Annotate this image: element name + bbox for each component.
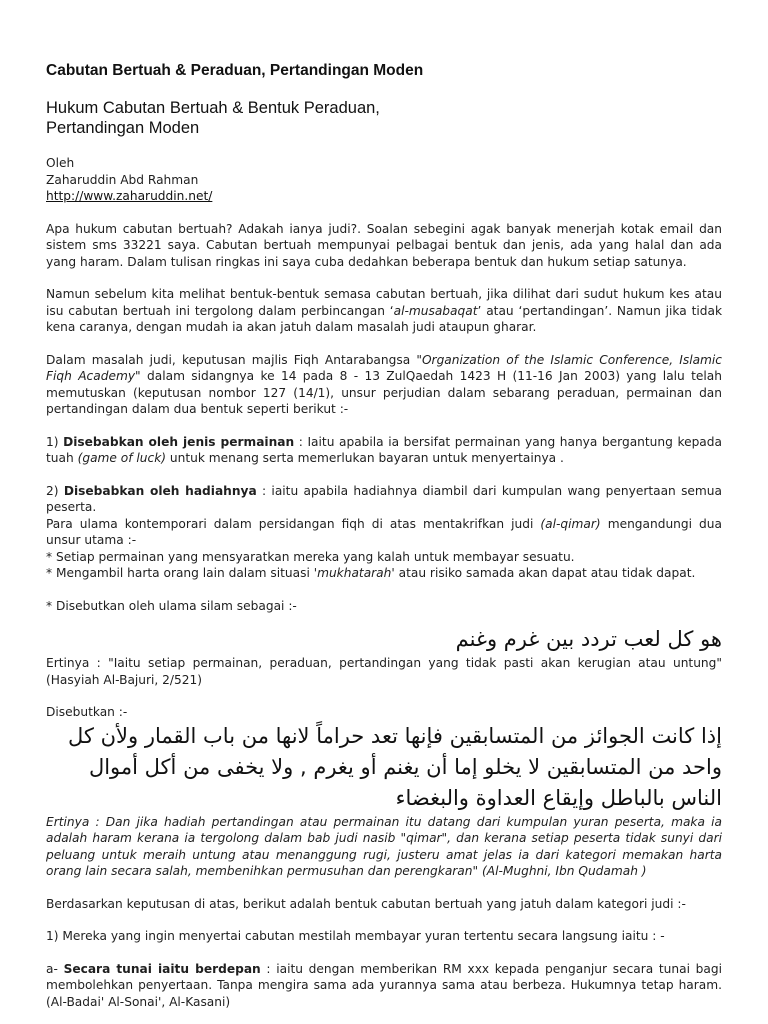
author-name: Zaharuddin Abd Rahman xyxy=(46,172,199,187)
disebutkan-label: Disebutkan :- xyxy=(46,705,128,719)
list-item-a-heading: Secara tunai iaitu berdepan xyxy=(63,961,261,976)
paragraph-berdasarkan: Berdasarkan keputusan di atas, berikut adalah bentuk cabutan bertuah yang jatuh dalam kategori judi :- xyxy=(46,896,686,911)
list-item-1-heading: Disebabkan oleh jenis permainan xyxy=(63,434,295,449)
document-title: Cabutan Bertuah & Peraduan, Pertandingan Moden xyxy=(46,62,424,79)
list-item-1: 1) Disebabkan oleh jenis permainan : Iaitu apabila ia bersifat permainan yang hanya bergantung kepada tuah (game of luck) untuk menang serta memerlukan bayaran untuk menyertainya . xyxy=(46,434,722,465)
ulama-intro: * Disebutkan oleh ulama silam sebagai :- xyxy=(46,598,297,613)
arabic-quote-1: هو كل لعب تردد بين غرم وغنم xyxy=(455,627,722,651)
paragraph-syarat-yuran: 1) Mereka yang ingin menyertai cabutan mestilah membayar yuran tertentu secara langsung iaitu : - xyxy=(46,929,665,943)
list-item-a: a- Secara tunai iaitu berdepan : iaitu dengan memberikan RM xxx kepada penganjur secara tunai bagi membolehkan penyertaan. Tanpa mengira sama ada yurannya sama atau berbeza. Hukumnya tetap haram. (Al-Badai' Al-Sonai', Al-Kasani) xyxy=(46,961,722,1009)
list-item-2: 2) Disebabkan oleh hadiahnya : iaitu apabila hadiahnya diambil dari kumpulan wang penyertaan semua peserta. xyxy=(46,483,722,514)
subtitle-line-1: Hukum Cabutan Bertuah & Bentuk Peraduan, xyxy=(46,99,380,117)
translation-1: Ertinya : "Iaitu setiap permainan, peraduan, pertandingan yang tidak pasti akan kerugian atau untung" (Hasyiah Al-Bajuri, 2/521) xyxy=(46,656,722,687)
bullet-item-2: * Mengambil harta orang lain dalam situasi 'mukhatarah' atau risiko samada akan dapat atau tidak dapat. xyxy=(46,566,696,580)
paragraph-intro: Apa hukum cabutan bertuah? Adakah ianya judi?. Soalan sebegini agak banyak menerjah kotak email dan sistem sms 33221 saya. Cabutan bertuah mempunyai pelbagai bentuk dan jenis, ada yang halal dan ada yang haram. Dalam tulisan ringkas ini saya cuba dedahkan beberapa bentuk dan hukum setiap satunya. xyxy=(46,221,722,269)
paragraph-fiqh-academy: Dalam masalah judi, keputusan majlis Fiqh Antarabangsa "Organization of the Islamic Conference, Islamic Fiqh Academy" dalam sidangnya ke 14 pada 8 - 13 ZulQaedah 1423 H (11-16 Jan 2003) yang lalu telah memutuskan (keputusan nombor 127 (14/1), unsur perjudian dalam sebarang peraduan, permainan dan pertandingan dalam dua bentuk seperti berikut :- xyxy=(46,352,723,416)
term-al-musabaqat: al-musabaqat xyxy=(393,303,478,318)
organization-name: "Organization of the Islamic Conference, Islamic Fiqh Academy" xyxy=(46,352,723,383)
bullet-item-1: * Setiap permainan yang mensyaratkan mereka yang kalah untuk membayar sesuatu. xyxy=(46,549,575,564)
by-label: Oleh xyxy=(46,156,75,170)
paragraph-qimar: Para ulama kontemporari dalam persidangan fiqh di atas mentakrifkan judi (al-qimar) mengandungi dua unsur utama :- xyxy=(46,516,722,547)
author-block xyxy=(46,155,722,205)
subtitle-line-2: Pertandingan Moden xyxy=(46,119,200,137)
document-page xyxy=(46,62,722,1010)
document-subtitle xyxy=(46,98,722,138)
translation-2: Ertinya : Dan jika hadiah pertandingan atau permainan itu datang dari kumpulan yuran peserta, maka ia adalah haram kerana ia tergolong dalam bab judi nasib "qimar", dan kerana setiap peserta tidak sunyi dari peluang untuk meraih untung atau menanggung rugi, justeru amat jelas ia dari kategori memakan harta orang lain secara salah, membenihkan permusuhan dan perengkaran" (Al-Mughni, Ibn Qudamah ) xyxy=(46,814,722,878)
list-item-2-heading: Disebabkan oleh hadiahnya xyxy=(63,483,257,498)
arabic-quote-2: إذا كانت الجوائز من المتسابقين فإنها تعد حراماً لانها من باب القمار ولأن كل واحد من المتسابقين لا يخلو إما أن يغنم أو يغرم , ولا يخفى من أكل أموال الناس بالباطل وإيقاع العداوة والبغضاء xyxy=(68,723,722,810)
author-website-link[interactable]: http://www.zaharuddin.net/ xyxy=(46,189,213,203)
paragraph-musabaqat: Namun sebelum kita melihat bentuk-bentuk semasa cabutan bertuah, jika dilihat dari sudut hukum kes atau isu cabutan bertuah ini tergolong dalam perbincangan ‘al-musabaqat’ atau ‘pertandingan’. Namun jika tidak kena caranya, dengan mudah ia akan jatuh dalam masalah judi ataupun gharar. xyxy=(46,287,722,334)
